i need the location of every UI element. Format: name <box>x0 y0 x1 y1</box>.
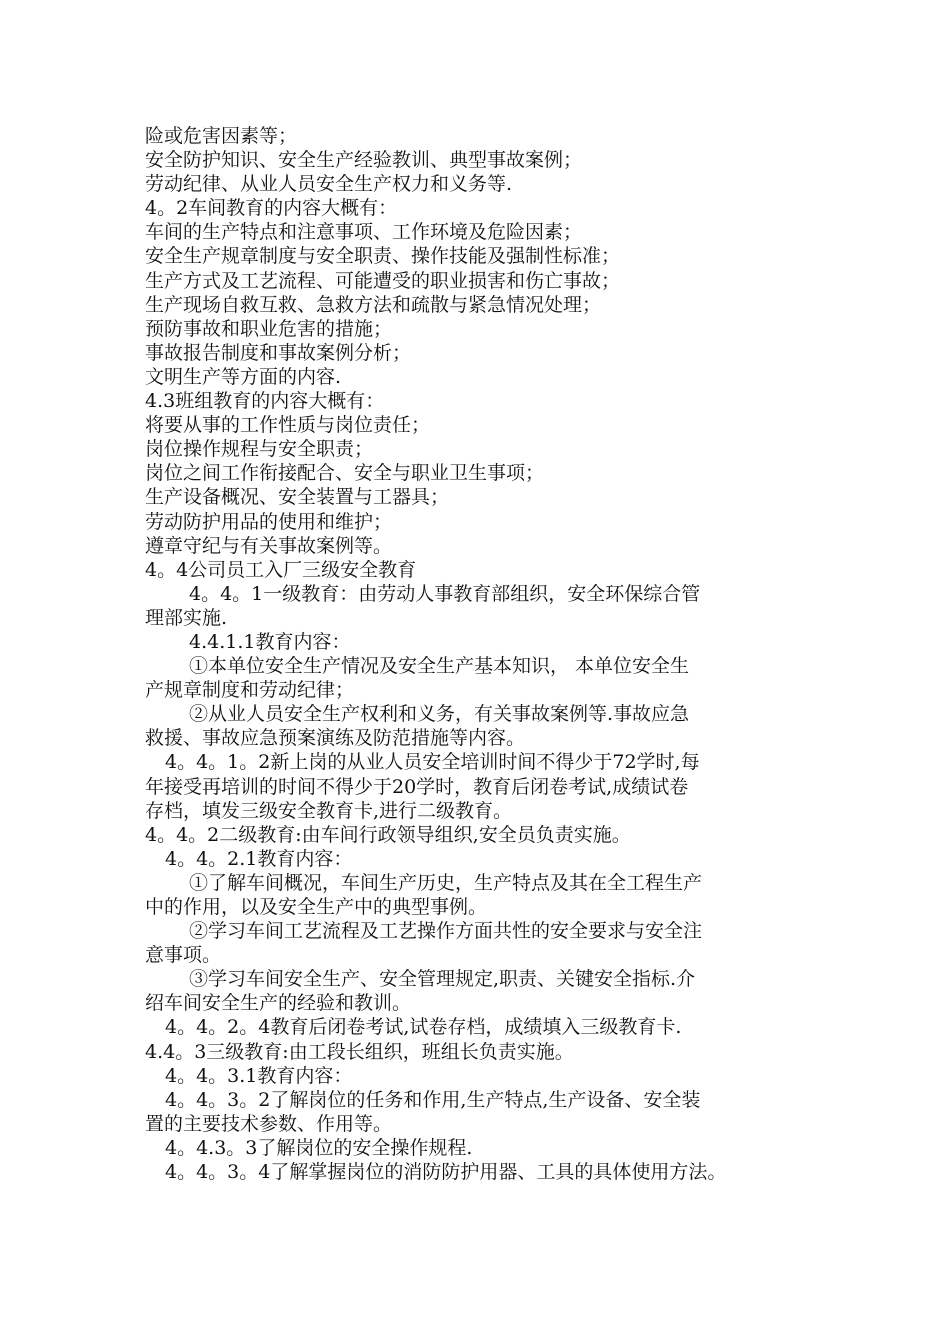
document-body <box>145 124 825 1184</box>
text-line: 岗位之间工作衔接配合、安全与职业卫生事项； <box>145 462 545 485</box>
section-heading: 4。4公司员工入厂三级安全教育 <box>145 558 417 581</box>
text-line: 4。4.3。3了解岗位的安全操作规程. <box>165 1136 473 1159</box>
text-line: 理部实施. <box>145 606 228 629</box>
subsection-heading: 4。4。2.1教育内容： <box>165 847 353 870</box>
text-line: ②从业人员安全生产权利和义务，有关事故案例等.事故应急 <box>189 703 690 726</box>
text-line: 安全防护知识、安全生产经验教训、典型事故案例； <box>145 149 583 172</box>
subsection-heading: 4.4.1.1教育内容： <box>189 630 351 653</box>
text-line: 事故报告制度和事故案例分析； <box>145 341 412 364</box>
text-line: 4。4。2。4教育后闭卷考试,试卷存档，成绩填入三级教育卡. <box>165 1016 682 1039</box>
text-line: 救援、事故应急预案演练及防范措施等内容。 <box>145 727 526 750</box>
text-line: 文明生产等方面的内容. <box>145 365 342 388</box>
text-line: 年接受再培训的时间不得少于20学时，教育后闭卷考试,成绩试卷 <box>145 775 689 798</box>
subsection-heading: 4。4。3.1教育内容： <box>165 1064 353 1087</box>
text-line: 4。4。1。2新上岗的从业人员安全培训时间不得少于72学时,每 <box>165 751 700 774</box>
text-line: 中的作用，以及安全生产中的典型事例。 <box>145 896 488 918</box>
text-line: ③学习车间安全生产、安全管理规定,职责、关键安全指标.介 <box>189 968 696 991</box>
text-line: 绍车间安全生产的经验和教训。 <box>145 992 412 1015</box>
text-line: 4.4。3三级教育:由工段长组织，班组长负责实施。 <box>145 1040 574 1063</box>
text-line: 生产设备概况、安全装置与工器具； <box>145 486 450 509</box>
text-line: 劳动防护用品的使用和维护； <box>145 510 393 533</box>
text-line: 4。4。2二级教育:由车间行政领导组织,安全员负责实施。 <box>145 823 631 846</box>
text-line: 4。4。1一级教育：由劳动人事教育部组织，安全环保综合管 <box>189 582 701 605</box>
text-line: 产规章制度和劳动纪律； <box>145 679 355 702</box>
text-line: 存档，填发三级安全教育卡,进行二级教育。 <box>145 799 513 822</box>
text-line: 置的主要技术参数、作用等。 <box>145 1112 393 1135</box>
text-line: 预防事故和职业危害的措施； <box>145 317 393 340</box>
text-line: 生产方式及工艺流程、可能遭受的职业损害和伤亡事故； <box>145 269 621 292</box>
text-line: 4。4。3。4了解掌握岗位的消防防护用器、工具的具体使用方法。 <box>165 1161 727 1184</box>
text-line: 车间的生产特点和注意事项、工作环境及危险因素； <box>145 221 583 244</box>
text-line: 意事项。 <box>145 944 222 967</box>
text-line: 遵章守纪与有关事故案例等。 <box>145 534 393 557</box>
text-line: 将要从事的工作性质与岗位责任； <box>145 414 431 437</box>
text-line: ①了解车间概况，车间生产历史，生产特点及其在全工程生产 <box>189 871 703 894</box>
text-line: ②学习车间工艺流程及工艺操作方面共性的安全要求与安全注 <box>189 920 703 943</box>
section-heading: 4.3班组教育的内容大概有： <box>145 390 385 413</box>
text-line: 险或危害因素等； <box>145 125 298 147</box>
text-line: 4。4。3。2了解岗位的任务和作用,生产特点,生产设备、安全装 <box>165 1088 701 1111</box>
text-line: 生产现场自救互救、急救方法和疏散与紧急情况处理； <box>145 293 602 316</box>
text-line: 岗位操作规程与安全职责； <box>145 438 374 461</box>
text-line: 劳动纪律、从业人员安全生产权力和义务等. <box>145 173 513 196</box>
text-line: 安全生产规章制度与安全职责、操作技能及强制性标准； <box>145 245 621 268</box>
section-heading: 4。2车间教育的内容大概有： <box>145 197 398 220</box>
text-line: ①本单位安全生产情况及安全生产基本知识， 本单位安全生 <box>189 655 690 678</box>
